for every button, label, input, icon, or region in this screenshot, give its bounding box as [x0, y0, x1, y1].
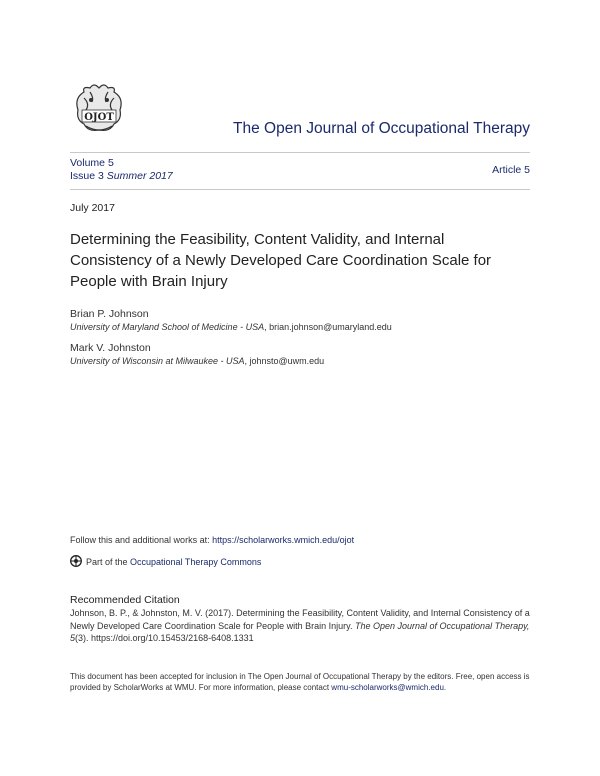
season: Summer 2017	[106, 170, 173, 182]
svg-text:OJOT: OJOT	[84, 112, 114, 123]
publication-date: July 2017	[70, 202, 115, 214]
recommended-citation-heading: Recommended Citation	[70, 594, 180, 606]
volume: Volume 5	[70, 157, 114, 169]
volume-issue[interactable]	[70, 157, 173, 183]
follow-line	[70, 535, 530, 545]
part-of-line	[70, 555, 261, 569]
citation-journal: The Open Journal of Occupational Therapy, 5	[70, 620, 530, 643]
author-affiliation: University of Maryland School of Medicine - USA, brian.johnson@umaryland.edu	[70, 322, 392, 332]
article-number[interactable]: Article 5	[492, 164, 530, 176]
journal-title[interactable]: The Open Journal of Occupational Therapy	[233, 120, 530, 137]
header-rule-top	[70, 152, 530, 153]
citation-doi[interactable]: (3). https://doi.org/10.15453/2168-6408.1331	[75, 633, 254, 643]
network-icon	[70, 555, 82, 569]
commons-link[interactable]: Occupational Therapy Commons	[130, 557, 262, 567]
issue-line	[70, 170, 173, 183]
note-end: .	[443, 683, 447, 692]
inclusion-note	[70, 671, 532, 693]
paper-title: Determining the Feasibility, Content Validity, and Internal Consistency of a Newly Developed Care Coordination Scale for People with Brain Injury	[70, 231, 492, 290]
author-name: Mark V. Johnston	[70, 342, 151, 354]
affiliation: University of Wisconsin at Milwaukee - USA	[70, 356, 245, 366]
author-affiliation: University of Wisconsin at Milwaukee - USA, johnsto@uwm.edu	[70, 356, 325, 366]
part-of-prefix: Part of the	[86, 557, 131, 567]
journal-logo	[70, 80, 128, 138]
follow-prefix: Follow this and additional works at:	[70, 535, 213, 545]
issue: Issue 3	[70, 170, 104, 182]
author-email[interactable]: brian.johnson@umaryland.edu	[269, 322, 392, 332]
citation-text	[70, 607, 532, 645]
citation-main: Johnson, B. P., & Johnston, M. V. (2017). Determining the Feasibility, Content Validity, and Internal Consistency of a Newly Developed Care Coordination Scale for People with Brain Injury.	[70, 608, 530, 631]
follow-link[interactable]: https://scholarworks.wmich.edu/ojot	[212, 535, 355, 545]
author-name: Brian P. Johnson	[70, 308, 149, 320]
author-email[interactable]: johnsto@uwm.edu	[249, 356, 325, 366]
affiliation: University of Maryland School of Medicine - USA	[70, 322, 265, 332]
contact-email[interactable]: wmu-scholarworks@wmich.edu	[331, 683, 444, 692]
header-rule-bottom	[70, 189, 530, 190]
note-text: This document has been accepted for inclusion in The Open Journal of Occupational Therapy by the editors. Free, open access is provided by ScholarWorks at WMU. For more information, please contact	[70, 672, 530, 692]
